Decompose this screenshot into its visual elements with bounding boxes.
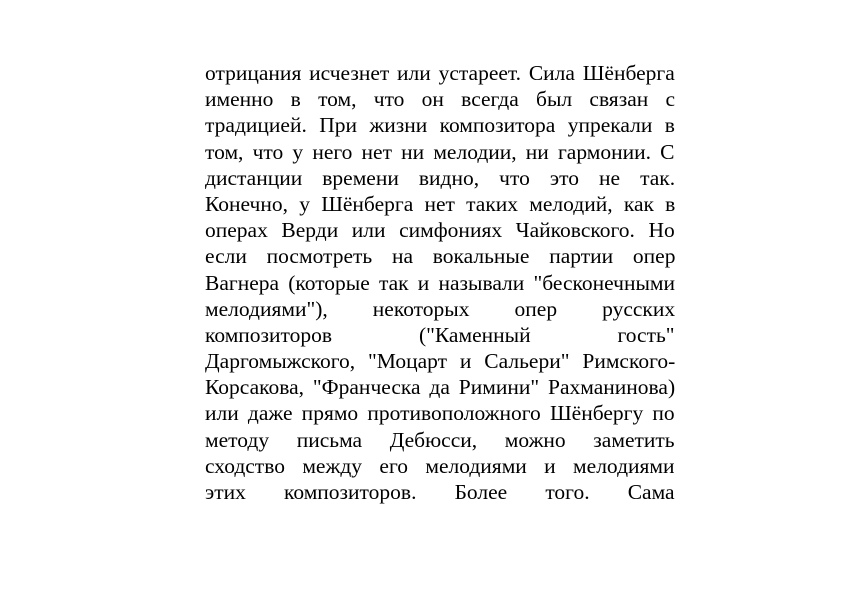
text-line: отрицания исчезнет или устареет. Сила Шёнберга: [205, 61, 675, 85]
text-line: если посмотреть на вокальные партии опер: [205, 244, 676, 269]
text-line: композиторов ("Каменный гость": [205, 322, 675, 347]
text-line: Вагнера (которые так и называли "бесконечными: [205, 270, 676, 295]
text-line: Конечно, у Шёнберга нет таких мелодий, как в: [205, 191, 676, 216]
body-text: [205, 60, 675, 505]
text-line: методу письма Дебюсси, можно заметить: [205, 427, 675, 452]
text-line: этих композиторов. Более того. Сама: [205, 480, 675, 504]
text-line: или даже прямо противоположного Шёнбергу по: [205, 401, 675, 426]
text-line: Корсакова, "Франческа да Римини" Рахманинова): [205, 375, 676, 400]
text-line: традицией. При жизни композитора упрекали в: [205, 113, 675, 138]
text-line: том, что у него нет ни мелодии, ни гармонии. С: [205, 139, 675, 164]
text-line: именно в том, что он всегда был связан с: [205, 87, 676, 112]
text-line: мелодиями"), некоторых опер русских: [205, 296, 676, 321]
text-line: сходство между его мелодиями и мелодиями: [205, 453, 675, 478]
text-line: операх Верди или симфониях Чайковского. Но: [205, 218, 675, 243]
text-line: Даргомыжского, "Моцарт и Сальери" Римского-: [205, 349, 676, 374]
text-line: дистанции времени видно, что это не так.: [205, 165, 676, 190]
